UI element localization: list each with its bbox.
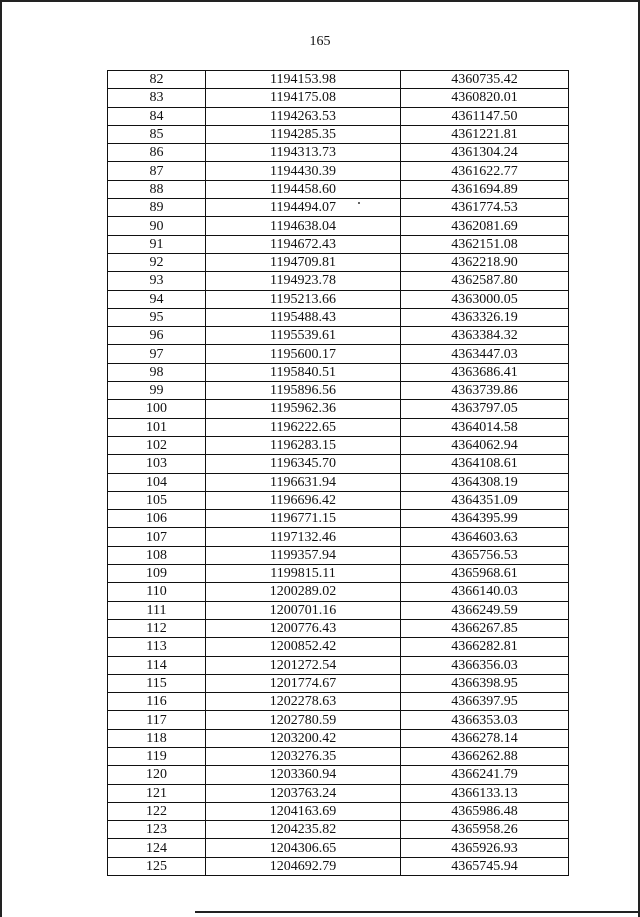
point-number-cell: 104 xyxy=(108,473,206,491)
table-row xyxy=(108,363,569,381)
x-coordinate-cell: 1200289.02 xyxy=(206,583,401,601)
table-row xyxy=(108,217,569,235)
x-coordinate-cell: 1194494.07 xyxy=(206,199,401,217)
x-coordinate-cell: 1202278.63 xyxy=(206,693,401,711)
table-row xyxy=(108,400,569,418)
y-coordinate-cell: 4365958.26 xyxy=(401,821,569,839)
table-row xyxy=(108,821,569,839)
table-row xyxy=(108,693,569,711)
point-number-cell: 86 xyxy=(108,144,206,162)
x-coordinate-cell: 1194313.73 xyxy=(206,144,401,162)
table-row xyxy=(108,436,569,454)
table-row xyxy=(108,711,569,729)
y-coordinate-cell: 4365986.48 xyxy=(401,802,569,820)
point-number-cell: 108 xyxy=(108,546,206,564)
stray-dot-mark xyxy=(358,202,360,204)
point-number-cell: 107 xyxy=(108,528,206,546)
point-number-cell: 103 xyxy=(108,455,206,473)
table-row xyxy=(108,162,569,180)
table-row xyxy=(108,253,569,271)
table-row xyxy=(108,327,569,345)
table-row xyxy=(108,235,569,253)
point-number-cell: 95 xyxy=(108,308,206,326)
x-coordinate-cell: 1199815.11 xyxy=(206,565,401,583)
table-row xyxy=(108,601,569,619)
y-coordinate-cell: 4361774.53 xyxy=(401,199,569,217)
y-coordinate-cell: 4366262.88 xyxy=(401,747,569,765)
table-row xyxy=(108,418,569,436)
bottom-rule xyxy=(195,911,640,913)
table-row xyxy=(108,619,569,637)
y-coordinate-cell: 4361304.24 xyxy=(401,144,569,162)
point-number-cell: 83 xyxy=(108,89,206,107)
y-coordinate-cell: 4365926.93 xyxy=(401,839,569,857)
y-coordinate-cell: 4364108.61 xyxy=(401,455,569,473)
x-coordinate-cell: 1194923.78 xyxy=(206,272,401,290)
x-coordinate-cell: 1194672.43 xyxy=(206,235,401,253)
table-row xyxy=(108,802,569,820)
y-coordinate-cell: 4365756.53 xyxy=(401,546,569,564)
y-coordinate-cell: 4363739.86 xyxy=(401,382,569,400)
y-coordinate-cell: 4366282.81 xyxy=(401,638,569,656)
point-number-cell: 121 xyxy=(108,784,206,802)
point-number-cell: 96 xyxy=(108,327,206,345)
x-coordinate-cell: 1202780.59 xyxy=(206,711,401,729)
point-number-cell: 124 xyxy=(108,839,206,857)
y-coordinate-cell: 4361221.81 xyxy=(401,125,569,143)
table-row xyxy=(108,528,569,546)
x-coordinate-cell: 1200852.42 xyxy=(206,638,401,656)
page-border-left xyxy=(0,0,2,917)
x-coordinate-cell: 1196771.15 xyxy=(206,510,401,528)
table-row xyxy=(108,546,569,564)
table-row xyxy=(108,674,569,692)
table-row xyxy=(108,510,569,528)
table-row xyxy=(108,308,569,326)
y-coordinate-cell: 4366241.79 xyxy=(401,766,569,784)
x-coordinate-cell: 1196696.42 xyxy=(206,491,401,509)
x-coordinate-cell: 1195488.43 xyxy=(206,308,401,326)
x-coordinate-cell: 1201774.67 xyxy=(206,674,401,692)
x-coordinate-cell: 1195213.66 xyxy=(206,290,401,308)
x-coordinate-cell: 1195840.51 xyxy=(206,363,401,381)
point-number-cell: 88 xyxy=(108,180,206,198)
point-number-cell: 99 xyxy=(108,382,206,400)
table-row xyxy=(108,125,569,143)
point-number-cell: 89 xyxy=(108,199,206,217)
y-coordinate-cell: 4366398.95 xyxy=(401,674,569,692)
x-coordinate-cell: 1199357.94 xyxy=(206,546,401,564)
y-coordinate-cell: 4366278.14 xyxy=(401,729,569,747)
x-coordinate-cell: 1204163.69 xyxy=(206,802,401,820)
point-number-cell: 84 xyxy=(108,107,206,125)
y-coordinate-cell: 4366397.95 xyxy=(401,693,569,711)
x-coordinate-cell: 1195896.56 xyxy=(206,382,401,400)
table-row xyxy=(108,857,569,875)
table-row xyxy=(108,638,569,656)
x-coordinate-cell: 1196222.65 xyxy=(206,418,401,436)
table-row xyxy=(108,71,569,89)
x-coordinate-cell: 1200776.43 xyxy=(206,619,401,637)
point-number-cell: 82 xyxy=(108,71,206,89)
x-coordinate-cell: 1194263.53 xyxy=(206,107,401,125)
point-number-cell: 111 xyxy=(108,601,206,619)
point-number-cell: 113 xyxy=(108,638,206,656)
point-number-cell: 105 xyxy=(108,491,206,509)
y-coordinate-cell: 4364395.99 xyxy=(401,510,569,528)
y-coordinate-cell: 4363000.05 xyxy=(401,290,569,308)
y-coordinate-cell: 4361694.89 xyxy=(401,180,569,198)
table-row xyxy=(108,272,569,290)
x-coordinate-cell: 1196345.70 xyxy=(206,455,401,473)
y-coordinate-cell: 4364603.63 xyxy=(401,528,569,546)
table-row xyxy=(108,199,569,217)
table-row xyxy=(108,839,569,857)
x-coordinate-cell: 1195600.17 xyxy=(206,345,401,363)
x-coordinate-cell: 1196631.94 xyxy=(206,473,401,491)
point-number-cell: 118 xyxy=(108,729,206,747)
x-coordinate-cell: 1204692.79 xyxy=(206,857,401,875)
table-row xyxy=(108,345,569,363)
x-coordinate-cell: 1203200.42 xyxy=(206,729,401,747)
table-row xyxy=(108,107,569,125)
point-number-cell: 100 xyxy=(108,400,206,418)
table-row xyxy=(108,784,569,802)
x-coordinate-cell: 1194430.39 xyxy=(206,162,401,180)
y-coordinate-cell: 4366356.03 xyxy=(401,656,569,674)
point-number-cell: 109 xyxy=(108,565,206,583)
point-number-cell: 101 xyxy=(108,418,206,436)
x-coordinate-cell: 1194175.08 xyxy=(206,89,401,107)
point-number-cell: 120 xyxy=(108,766,206,784)
table-row xyxy=(108,766,569,784)
x-coordinate-cell: 1203360.94 xyxy=(206,766,401,784)
table-row xyxy=(108,583,569,601)
point-number-cell: 98 xyxy=(108,363,206,381)
table-row xyxy=(108,144,569,162)
point-number-cell: 85 xyxy=(108,125,206,143)
y-coordinate-cell: 4366133.13 xyxy=(401,784,569,802)
x-coordinate-cell: 1196283.15 xyxy=(206,436,401,454)
y-coordinate-cell: 4363447.03 xyxy=(401,345,569,363)
point-number-cell: 106 xyxy=(108,510,206,528)
x-coordinate-cell: 1204235.82 xyxy=(206,821,401,839)
point-number-cell: 93 xyxy=(108,272,206,290)
x-coordinate-cell: 1201272.54 xyxy=(206,656,401,674)
point-number-cell: 110 xyxy=(108,583,206,601)
point-number-cell: 92 xyxy=(108,253,206,271)
table-row xyxy=(108,491,569,509)
point-number-cell: 122 xyxy=(108,802,206,820)
x-coordinate-cell: 1204306.65 xyxy=(206,839,401,857)
point-number-cell: 114 xyxy=(108,656,206,674)
point-number-cell: 117 xyxy=(108,711,206,729)
table-row xyxy=(108,565,569,583)
x-coordinate-cell: 1194709.81 xyxy=(206,253,401,271)
point-number-cell: 94 xyxy=(108,290,206,308)
point-number-cell: 102 xyxy=(108,436,206,454)
y-coordinate-cell: 4365745.94 xyxy=(401,857,569,875)
table-row xyxy=(108,290,569,308)
point-number-cell: 90 xyxy=(108,217,206,235)
table-row xyxy=(108,180,569,198)
y-coordinate-cell: 4366267.85 xyxy=(401,619,569,637)
x-coordinate-cell: 1194638.04 xyxy=(206,217,401,235)
table-row xyxy=(108,747,569,765)
page-number: 165 xyxy=(309,34,331,49)
coordinates-table xyxy=(107,70,569,876)
x-coordinate-cell: 1195962.36 xyxy=(206,400,401,418)
y-coordinate-cell: 4363326.19 xyxy=(401,308,569,326)
point-number-cell: 112 xyxy=(108,619,206,637)
y-coordinate-cell: 4362587.80 xyxy=(401,272,569,290)
page-border-top xyxy=(0,0,640,2)
y-coordinate-cell: 4361147.50 xyxy=(401,107,569,125)
point-number-cell: 87 xyxy=(108,162,206,180)
table-row xyxy=(108,656,569,674)
point-number-cell: 91 xyxy=(108,235,206,253)
y-coordinate-cell: 4364014.58 xyxy=(401,418,569,436)
y-coordinate-cell: 4361622.77 xyxy=(401,162,569,180)
point-number-cell: 123 xyxy=(108,821,206,839)
table-row xyxy=(108,382,569,400)
x-coordinate-cell: 1203763.24 xyxy=(206,784,401,802)
y-coordinate-cell: 4364351.09 xyxy=(401,491,569,509)
point-number-cell: 115 xyxy=(108,674,206,692)
table-row xyxy=(108,455,569,473)
x-coordinate-cell: 1194458.60 xyxy=(206,180,401,198)
x-coordinate-cell: 1197132.46 xyxy=(206,528,401,546)
y-coordinate-cell: 4362218.90 xyxy=(401,253,569,271)
y-coordinate-cell: 4362151.08 xyxy=(401,235,569,253)
x-coordinate-cell: 1194285.35 xyxy=(206,125,401,143)
coordinates-table-body xyxy=(108,71,569,876)
y-coordinate-cell: 4366353.03 xyxy=(401,711,569,729)
y-coordinate-cell: 4366249.59 xyxy=(401,601,569,619)
x-coordinate-cell: 1195539.61 xyxy=(206,327,401,345)
y-coordinate-cell: 4362081.69 xyxy=(401,217,569,235)
x-coordinate-cell: 1194153.98 xyxy=(206,71,401,89)
table-row xyxy=(108,473,569,491)
y-coordinate-cell: 4360735.42 xyxy=(401,71,569,89)
y-coordinate-cell: 4360820.01 xyxy=(401,89,569,107)
table-row xyxy=(108,729,569,747)
x-coordinate-cell: 1200701.16 xyxy=(206,601,401,619)
point-number-cell: 119 xyxy=(108,747,206,765)
table-row xyxy=(108,89,569,107)
point-number-cell: 97 xyxy=(108,345,206,363)
y-coordinate-cell: 4365968.61 xyxy=(401,565,569,583)
y-coordinate-cell: 4363384.32 xyxy=(401,327,569,345)
point-number-cell: 116 xyxy=(108,693,206,711)
y-coordinate-cell: 4364308.19 xyxy=(401,473,569,491)
point-number-cell: 125 xyxy=(108,857,206,875)
x-coordinate-cell: 1203276.35 xyxy=(206,747,401,765)
y-coordinate-cell: 4363797.05 xyxy=(401,400,569,418)
y-coordinate-cell: 4366140.03 xyxy=(401,583,569,601)
y-coordinate-cell: 4364062.94 xyxy=(401,436,569,454)
y-coordinate-cell: 4363686.41 xyxy=(401,363,569,381)
